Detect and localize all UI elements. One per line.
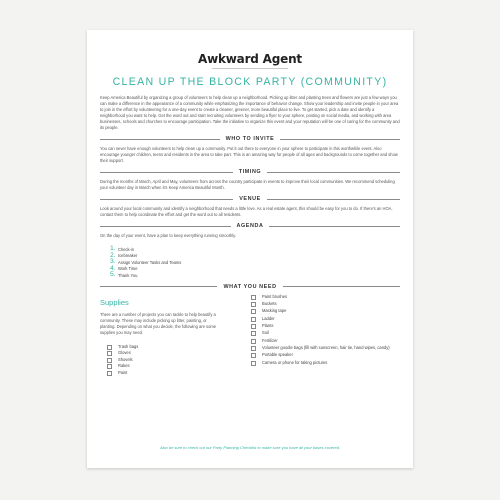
agenda-item: 5. Thank You (110, 271, 138, 279)
checklist-item: Gloves (107, 350, 249, 357)
checklist-item: Plants (251, 323, 400, 329)
supplies-left-column (100, 294, 249, 377)
agenda-paragraph: On the day of your event, have a plan to keep everything running smoothly. (100, 233, 237, 238)
section-heading-who: WHO TO INVITE (100, 136, 400, 142)
checkbox-icon (251, 346, 256, 351)
checkbox-icon (251, 339, 256, 344)
checkbox-icon (251, 317, 256, 322)
checklist-item: Trash bags (107, 344, 249, 351)
agenda-item: 1. Check-in (110, 245, 135, 253)
supplies-title: Supplies (100, 297, 129, 307)
checklist-item: Paint brushes (251, 294, 400, 300)
checkbox-icon (107, 364, 112, 369)
checklist-item: Volunteer goodie bags (fill with sunscreen, hair tie, hand wipes, candy) (251, 345, 400, 351)
checkbox-icon (107, 358, 112, 363)
checklist-item: Camera or phone for taking pictures (251, 360, 400, 366)
brand-underline (212, 68, 288, 69)
agenda-item: 4. Work Time (110, 264, 138, 272)
brand-name: Awkward Agent (198, 52, 302, 66)
checklist-item: Paint (107, 370, 249, 377)
checkbox-icon (107, 371, 112, 376)
checkbox-icon (251, 302, 256, 307)
supplies-checklist-left (107, 344, 249, 377)
document-page (87, 30, 413, 468)
checklist-item: Rakes (107, 363, 249, 370)
supplies-right-column (249, 294, 400, 377)
section-heading-venue: VENUE (100, 196, 400, 202)
agenda-item: 3. Assign Volunteer Tasks and Teams (110, 258, 182, 266)
checklist-item: Portable speaker (251, 352, 400, 358)
checklist-item: Fertilizer (251, 338, 400, 344)
timing-paragraph: During the months of March, April and May, volunteers from across the country participate in events to improve their local communities. We recommend scheduling your volunteer day in March when it's Keep America Beautiful Month. (100, 179, 395, 190)
checkbox-icon (251, 295, 256, 300)
supplies-paragraph: There are a number of projects you can tackle to help beautify a community. These may include picking up litter, painting, or planting. Depending on what you decide, the following are some supplies you may need. (100, 311, 217, 335)
checkbox-icon (107, 345, 112, 350)
checkbox-icon (251, 361, 256, 366)
checkbox-icon (251, 324, 256, 329)
checkbox-icon (251, 353, 256, 358)
who-paragraph: You can never have enough volunteers to help clean up a community. Put it out there to everyone in your sphere to participate in this worthwhile event. Also encourage younger children, teens and residents in the area to take part. This is an amazing way for people of all ages and backgrounds to come together and show their support. (100, 146, 398, 163)
checklist-item: Masking tape (251, 308, 400, 314)
footer-note: Also be sure to check out our Party Planning Checklist to make sure you have all your bases covered. (159, 445, 341, 450)
agenda-list (110, 246, 400, 279)
checklist-item: Shovels (107, 357, 249, 364)
supplies-columns (100, 294, 400, 377)
checklist-item: Ladder (251, 316, 400, 322)
section-heading-need: WHAT YOU NEED (100, 284, 400, 290)
section-heading-agenda: AGENDA (100, 223, 400, 229)
checkbox-icon (107, 351, 112, 356)
page-title: CLEAN UP THE BLOCK PARTY (COMMUNITY) (112, 76, 388, 88)
checklist-item: Soil (251, 330, 400, 336)
checkbox-icon (251, 331, 256, 336)
supplies-checklist-right (251, 294, 400, 366)
checkbox-icon (251, 309, 256, 314)
checklist-item: Buckets (251, 301, 400, 307)
agenda-item: 2. Icebreaker (110, 251, 138, 259)
section-heading-timing: TIMING (100, 169, 400, 175)
venue-paragraph: Look around your local community and identify a neighborhood that needs a little love. As a real estate agent, this should be easy for you to do. If there's an HOA, contact them to help coordinate the effort and get the word out to all residents. (100, 206, 393, 217)
intro-paragraph: Keep America Beautiful by organizing a group of volunteers to help clean up a neighborhood. Picking up litter and planting trees and flowers are just a few ways you can make a difference in the appearance of a community while emphasizing the importance of behavior change. Show your leadership and invite people in your area to join in the effort by volunteering for a one-day event to create a cleaner, greener, more beautiful place to live. To get started, pick a date and identify a neighborhood you want to help. Get the word out and start recruiting volunteers by sending a flyer to your sphere, posting on social media, and working with area businesses, schools and churches to encourage participation. Take the initiative to organize this event and your reputation will be one of caring for the community and its people. (100, 95, 400, 130)
brand-logo (100, 52, 400, 69)
